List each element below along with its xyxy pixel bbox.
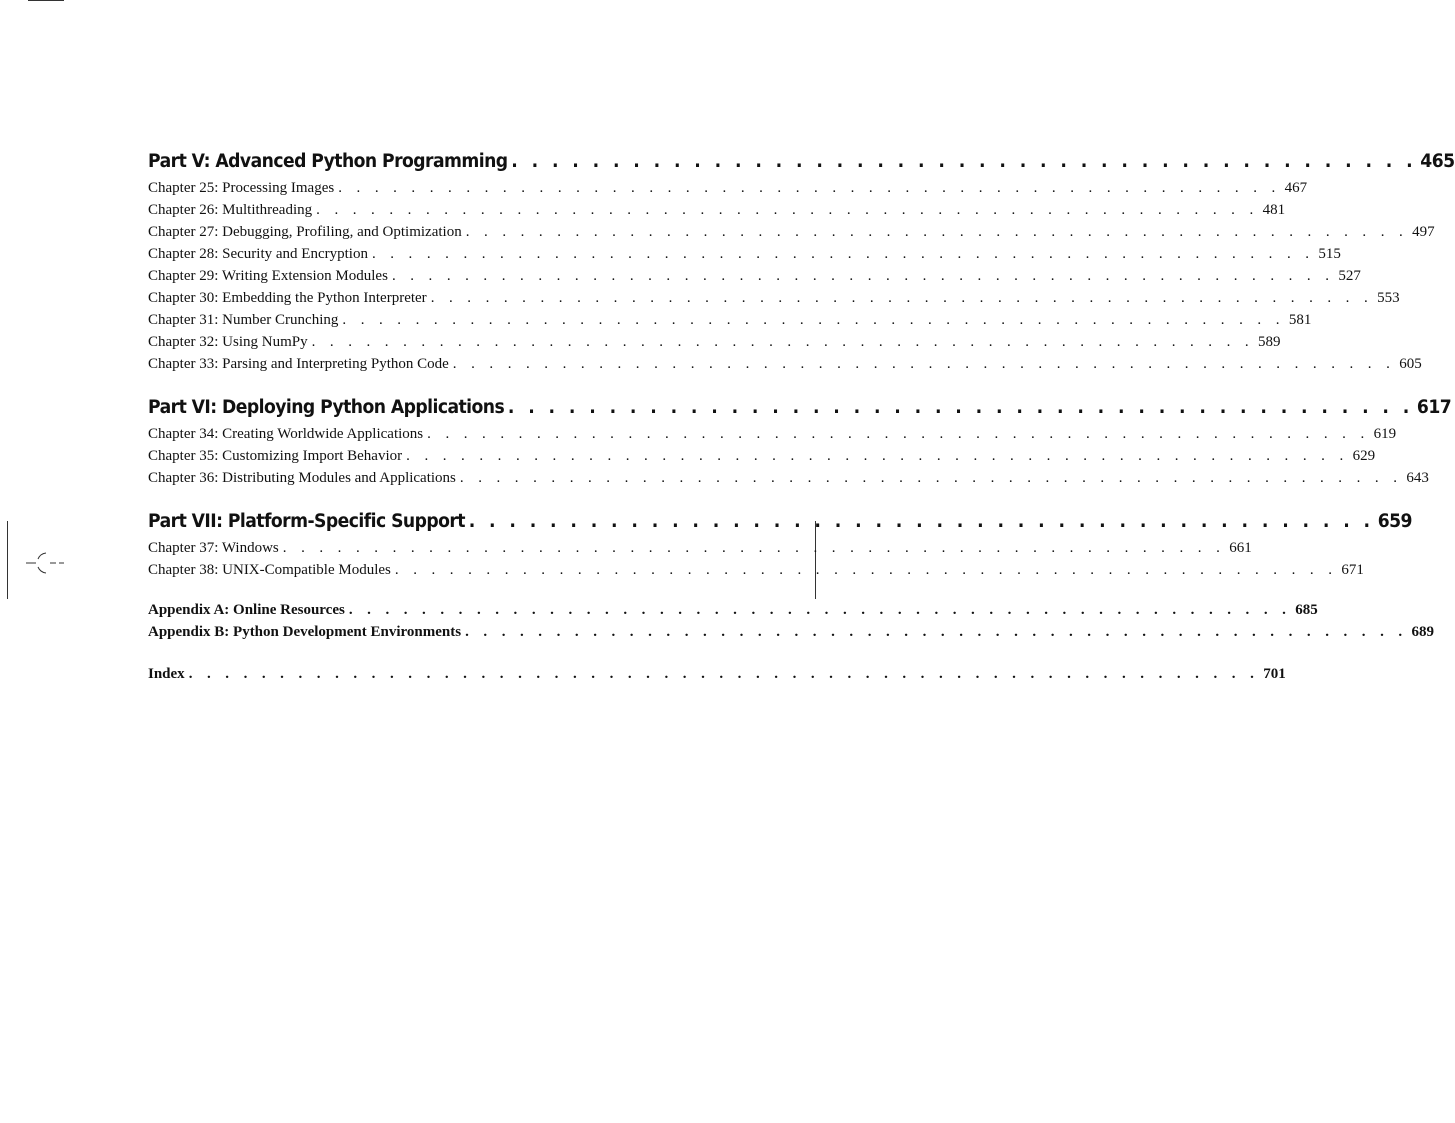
part-heading[interactable]: [148, 147, 1455, 177]
dot-leader: . . . . . . . . . . . . . . . . . . . . . . . . . . . . . . . . . . . . . . . . . . . . . . . . . . . .: [311, 334, 1255, 350]
toc-index: [148, 663, 1286, 685]
toc-chapter-entry[interactable]: [148, 221, 1435, 243]
part-page-number: 659: [1377, 511, 1412, 532]
table-of-contents: [148, 147, 1455, 685]
chapter-title: Chapter 25: Processing Images: [148, 180, 335, 196]
toc-chapter-entry[interactable]: [148, 537, 1252, 559]
toc-appendices: [148, 599, 1435, 643]
appendix-page-number: 689: [1411, 624, 1435, 640]
dot-leader: . . . . . . . . . . . . . . . . . . . . . . . . . . . . . . . . . . . . . . . . . . . . . . . . . . . .: [465, 624, 1408, 640]
chapter-page-number: 481: [1262, 202, 1286, 218]
toc-chapter-entry[interactable]: [148, 177, 1308, 199]
chapter-page-number: 661: [1229, 540, 1252, 556]
dot-leader: . . . . . . . . . . . . . . . . . . . . . . . . . . . . . . . . . . . . . . . . . . . . . . . . . . . .: [427, 426, 1370, 442]
chapter-title: Chapter 28: Security and Encryption: [148, 246, 368, 262]
chapter-title: Chapter 36: Distributing Modules and Applications: [148, 470, 456, 486]
toc-appendix-entry[interactable]: [148, 599, 1318, 621]
chapter-title: Chapter 34: Creating Worldwide Applications: [148, 426, 424, 442]
part-page-number: 617: [1416, 397, 1452, 418]
chapter-title: Chapter 30: Embedding the Python Interpreter: [148, 290, 427, 306]
toc-appendix-entry[interactable]: [148, 621, 1435, 643]
chapter-title: Chapter 33: Parsing and Interpreting Python Code: [148, 356, 449, 372]
dot-leader: . . . . . . . . . . . . . . . . . . . . . . . . . . . . . . . . . . . . . . . . . . . . . . . . . . . .: [430, 290, 1374, 306]
crop-mark-left: [7, 521, 8, 599]
dot-leader: . . . . . . . . . . . . . . . . . . . . . . . . . . . . . . . . . . . . . . . . . . . . .: [511, 151, 1417, 172]
toc-chapter-entry[interactable]: [148, 423, 1397, 445]
dot-leader: . . . . . . . . . . . . . . . . . . . . . . . . . . . . . . . . . . . . . . . . . . . . . . . . . . . .: [316, 202, 1259, 218]
dot-leader: . . . . . . . . . . . . . . . . . . . . . . . . . . . . . . . . . . . . . . . . . . . . . . . . . . . .: [371, 246, 1315, 262]
chapter-title: Chapter 31: Number Crunching: [148, 312, 339, 328]
dot-leader: . . . . . . . . . . . . . . . . . . . . . . . . . . . . . . . . . . . . . . . . . . . . . . . . . . . .: [452, 356, 1396, 372]
dot-leader: . . . . . . . . . . . . . . . . . . . . . . . . . . . . . . . . . . . . . . . . . . . . . . . . . . . .: [406, 448, 1349, 464]
chapter-page-number: 553: [1377, 290, 1400, 306]
part-heading[interactable]: [148, 393, 1452, 423]
chapter-page-number: 619: [1373, 426, 1397, 442]
chapter-page-number: 605: [1399, 356, 1422, 372]
toc-part: [148, 393, 1452, 489]
chapter-title: Chapter 27: Debugging, Profiling, and Optimization: [148, 224, 462, 240]
toc-chapter-entry[interactable]: [148, 559, 1364, 581]
part-heading[interactable]: [148, 507, 1412, 537]
chapter-title: Chapter 37: Windows: [148, 540, 279, 556]
dot-leader: . . . . . . . . . . . . . . . . . . . . . . . . . . . . . . . . . . . . . . . . . . . . . . . . . . . .: [348, 602, 1292, 618]
crop-mark-top: [28, 0, 64, 1]
chapter-page-number: 497: [1412, 224, 1435, 240]
toc-chapter-entry[interactable]: [148, 309, 1312, 331]
toc-chapter-entry[interactable]: [148, 199, 1286, 221]
toc-chapter-entry[interactable]: [148, 353, 1422, 375]
dot-leader: . . . . . . . . . . . . . . . . . . . . . . . . . . . . . . . . . . . . . . . . . . . . . . . . . . . .: [465, 224, 1409, 240]
chapter-page-number: 629: [1352, 448, 1376, 464]
registration-mark-icon: [26, 549, 66, 577]
dot-leader: . . . . . . . . . . . . . . . . . . . . . . . . . . . . . . . . . . . . . . . . . . . . .: [468, 511, 1375, 532]
appendix-page-number: 685: [1295, 602, 1318, 618]
part-title: Part VII: Platform-Specific Support: [148, 511, 465, 532]
chapter-page-number: 467: [1284, 180, 1308, 196]
toc-chapter-entry[interactable]: [148, 331, 1281, 353]
chapter-title: Chapter 29: Writing Extension Modules: [148, 268, 388, 284]
index-page-number: 701: [1263, 666, 1286, 682]
chapter-title: Chapter 26: Multithreading: [148, 202, 313, 218]
toc-chapter-entry[interactable]: [148, 445, 1376, 467]
dot-leader: . . . . . . . . . . . . . . . . . . . . . . . . . . . . . . . . . . . . . . . . . . . . . . . . . . . .: [342, 312, 1285, 328]
chapter-page-number: 527: [1338, 268, 1361, 284]
chapter-title: Chapter 32: Using NumPy: [148, 334, 308, 350]
part-title: Part V: Advanced Python Programming: [148, 151, 508, 172]
dot-leader: . . . . . . . . . . . . . . . . . . . . . . . . . . . . . . . . . . . . . . . . . . . . . . . . . . . . . . . . . . .: [188, 666, 1260, 682]
toc-chapter-entry[interactable]: [148, 265, 1361, 287]
chapter-page-number: 671: [1341, 562, 1364, 578]
toc-index-entry[interactable]: [148, 663, 1286, 685]
part-title: Part VI: Deploying Python Applications: [148, 397, 505, 418]
toc-part: [148, 147, 1455, 375]
chapter-page-number: 643: [1406, 470, 1429, 486]
toc-chapter-entry[interactable]: [148, 287, 1400, 309]
toc-chapter-entry[interactable]: [148, 243, 1341, 265]
chapter-page-number: 515: [1318, 246, 1341, 262]
dot-leader: . . . . . . . . . . . . . . . . . . . . . . . . . . . . . . . . . . . . . . . . . . . . . . . . . . . .: [459, 470, 1403, 486]
part-page-number: 465: [1420, 151, 1455, 172]
toc-part: [148, 507, 1412, 581]
chapter-title: Chapter 38: UNIX-Compatible Modules: [148, 562, 391, 578]
dot-leader: . . . . . . . . . . . . . . . . . . . . . . . . . . . . . . . . . . . . . . . . . . . . . . . . . . . .: [391, 268, 1335, 284]
dot-leader: . . . . . . . . . . . . . . . . . . . . . . . . . . . . . . . . . . . . . . . . . . . . . . . . . . . .: [394, 562, 1338, 578]
chapter-page-number: 581: [1288, 312, 1312, 328]
dot-leader: . . . . . . . . . . . . . . . . . . . . . . . . . . . . . . . . . . . . . . . . . . . . .: [507, 397, 1414, 418]
chapter-title: Chapter 35: Customizing Import Behavior: [148, 448, 403, 464]
appendix-title: Appendix A: Online Resources: [148, 602, 345, 618]
dot-leader: . . . . . . . . . . . . . . . . . . . . . . . . . . . . . . . . . . . . . . . . . . . . . . . . . . . .: [282, 540, 1226, 556]
index-title: Index: [148, 666, 185, 682]
appendix-title: Appendix B: Python Development Environments: [148, 624, 462, 640]
dot-leader: . . . . . . . . . . . . . . . . . . . . . . . . . . . . . . . . . . . . . . . . . . . . . . . . . . . .: [338, 180, 1281, 196]
toc-chapter-entry[interactable]: [148, 467, 1429, 489]
chapter-page-number: 589: [1258, 334, 1281, 350]
